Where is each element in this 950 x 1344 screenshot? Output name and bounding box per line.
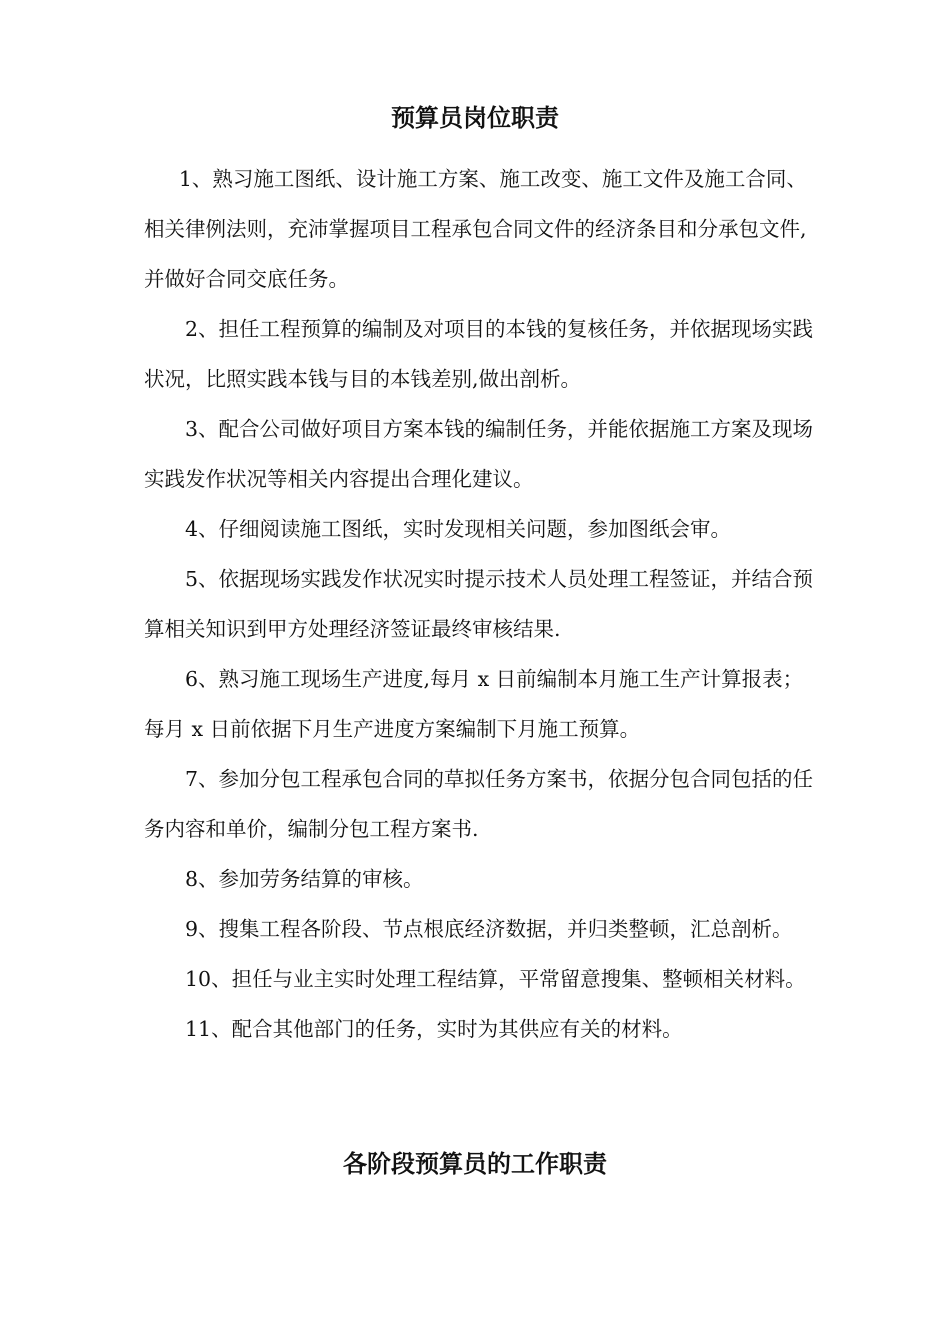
duty-item-8: 8、参加劳务结算的审核。 — [185, 867, 424, 891]
duty-item-2: 2、担任工程预算的编制及对项目的本钱的复核任务，并依据现场实践状况，比照实践本钱与目的本钱差别,做出剖析。 — [144, 317, 814, 391]
duty-list — [144, 154, 820, 1054]
duty-item-7: 7、参加分包工程承包合同的草拟任务方案书，依据分包合同包括的任务内容和单价，编制分包工程方案书. — [144, 767, 814, 841]
duty-item-4: 4、仔细阅读施工图纸，实时发现相关问题，参加图纸会审。 — [185, 517, 732, 541]
duty-item-9: 9、搜集工程各阶段、节点根底经济数据，并归类整顿，汇总剖析。 — [185, 917, 793, 941]
section-heading: 各阶段预算员的工作职责 — [343, 1149, 607, 1178]
duty-item-11: 11、配合其他部门的任务，实时为其供应有关的材料。 — [185, 1017, 683, 1041]
duty-item-10: 10、担任与业主实时处理工程结算，平常留意搜集、整顿相关材料。 — [185, 967, 806, 991]
duty-item-3: 3、配合公司做好项目方案本钱的编制任务，并能依据施工方案及现场实践发作状况等相关内容提出合理化建议。 — [144, 417, 814, 491]
document-title: 预算员岗位职责 — [391, 103, 559, 132]
duty-item-1: 1、熟习施工图纸、设计施工方案、施工改变、施工文件及施工合同、相关律例法则，充沛掌握项目工程承包合同文件的经济条目和分承包文件,并做好合同交底任务。 — [144, 167, 807, 291]
duty-item-6: 6、熟习施工现场生产进度,每月 x 日前编制本月施工生产计算报表；每月 x 日前依据下月生产进度方案编制下月施工预算。 — [144, 667, 804, 741]
duty-item-5: 5、依据现场实践发作状况实时提示技术人员处理工程签证，并结合预算相关知识到甲方处理经济签证最终审核结果. — [144, 567, 814, 641]
